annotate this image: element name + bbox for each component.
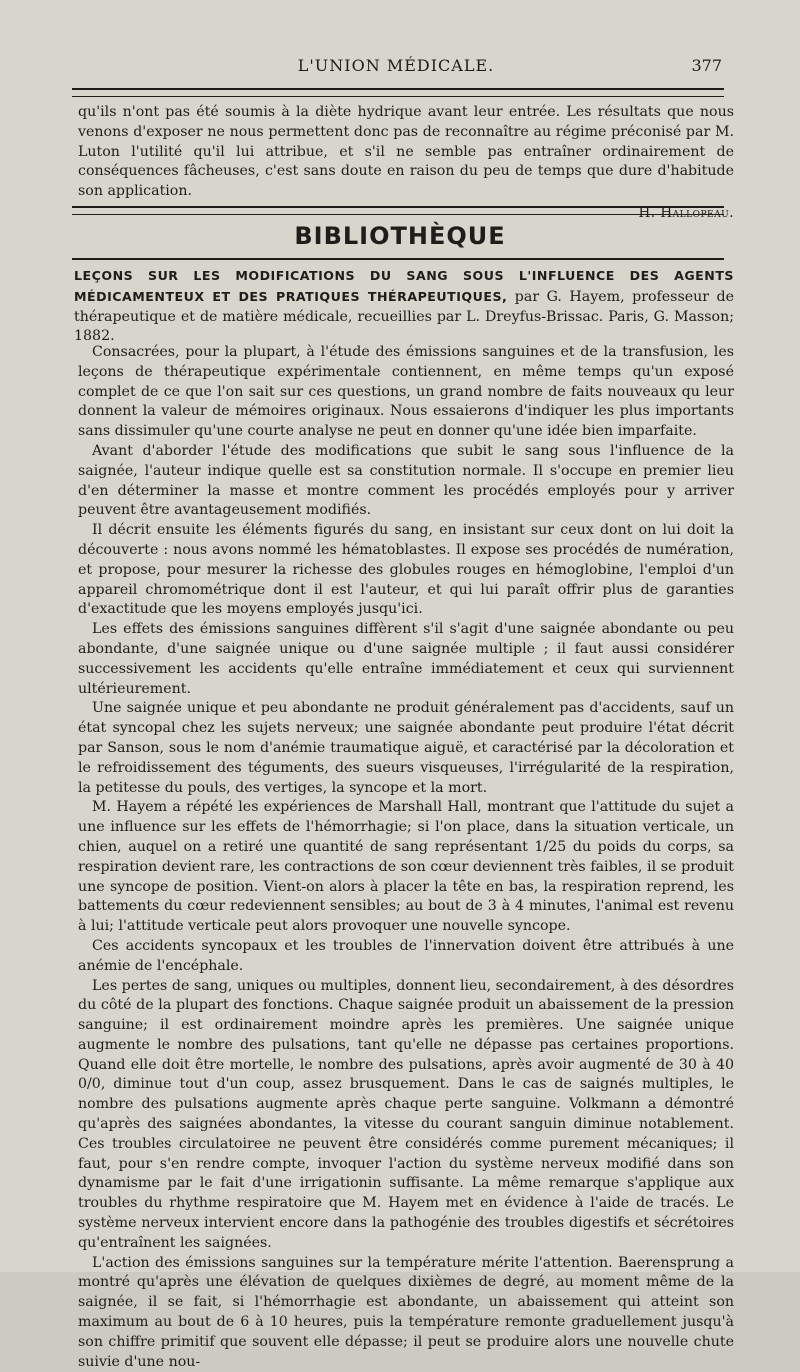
review-body bbox=[78, 343, 734, 1372]
paragraph: M. Hayem a répété les expériences de Marshall Hall, montrant que l'attitude du sujet a une influence sur les effets de l'hémorrhagie; si l'on place, dans la situation verticale, un chien, auquel on a retiré une quantité de sang représentant 1/25 du poids du corps, sa respiration devient rare, les contractions de son cœur deviennent très faibles, il se produit une syncope de position. Vient-on alors à placer la tête en bas, la respiration reprend, les battements du cœur redeviennent sensibles; au bout de 3 à 4 minutes, l'animal est revenu à lui; l'attitude verticale peut alors provoquer une nouvelle syncope. bbox=[78, 799, 734, 935]
running-header bbox=[70, 56, 722, 84]
section-title: BIBLIOTHÈQUE bbox=[294, 222, 506, 250]
book-title: LEÇONS SUR LES MODIFICATIONS DU SANG SOUS L'INFLUENCE DES AGENTS MÉDICAMENTEUX ET DES PRATIQUES THÉRAPEUTIQUES, bbox=[74, 268, 734, 304]
journal-title: L'UNION MÉDICALE. bbox=[297, 56, 495, 75]
paragraph: Une saignée unique et peu abondante ne produit généralement pas d'accidents, sauf un état syncopal chez les sujets nerveux; une saignée abondante peut produire l'état décrit par Sanson, sous le nom d'anémie traumatique aiguë, et caractérisé par la décoloration et le refroidissement des téguments, des sueurs visqueuses, l'irrégularité de la respiration, la petitesse du pouls, des vertiges, la syncope et la mort. bbox=[78, 700, 734, 796]
paragraph: Les effets des émissions sanguines diffèrent s'il s'agit d'une saignée abondante ou peu abondante, d'une saignée unique ou d'une saignée multiple ; il faut aussi considérer successivement les accidents qu'elle entraîne immédiatement et ceux qui surviennent ultérieurement. bbox=[78, 621, 734, 697]
paragraph: L'action des émissions sanguines sur la température mérite l'attention. Baerensprung a montré qu'après une élévation de quelques dixièmes de degré, au moment même de la saignée, il se fait, si l'hémorrhagie est abondante, un abaissement qui atteint son maximum au bout de 6 à 10 heures, puis la température remonte graduellement jusqu'à son chiffre primitif que souvent elle dépasse; il peut se produire alors une nouvelle chute suivie d'une nou- bbox=[78, 1254, 734, 1370]
paragraph: Avant d'aborder l'étude des modifications que subit le sang sous l'influence de la saignée, l'auteur indique quelle est sa constitution normale. Il s'occupe en premier lieu d'en déterminer la masse et montre comment les procédés employés pour y arriver peuvent être avantageusement modifiés. bbox=[78, 442, 734, 519]
paragraph: qu'ils n'ont pas été soumis à la diète hydrique avant leur entrée. Les résultats que nous venons d'exposer ne nous permettent donc pas de reconnaître au régime préconisé par M. Luton l'utilité qu'il lui attribue, et s'il ne semble pas entraîner ordinairement de conséquences fâcheuses, c'est sans doute en raison du peu de temps que dure d'habitude son application. bbox=[78, 104, 734, 200]
header-rule bbox=[72, 88, 724, 97]
paragraph: Les pertes de sang, uniques ou multiples, donnent lieu, secondairement, à des désordres du côté de la plupart des fonctions. Chaque saignée produit un abaissement de la pression sanguine; il est ordinairement moindre après les premières. Une saignée unique augmente le nombre des pulsations, tant qu'elle ne dépasse pas certaines proportions. Quand elle doit être mortelle, le nombre des pulsations, après avoir augmenté de 30 à 40 0/0, diminue tout d'un coup, assez brusquement. Dans le cas de saignés multiples, le nombre des pulsations augmente après chaque perte sanguine. Volkmann a démontré qu'après des saignées abondantes, la vitesse du courant sanguin diminue notablement. Ces troubles circulatoiree ne peuvent être considérés comme purement mécaniques; il faut, pour s'en rendre compte, invoquer l'action du système nerveux modifié dans son dynamisme par le fait d'une irrigationin suffisante. La même remarque s'applique aux troubles du rhythme respiratoire que M. Hayem met en évidence à l'aide de tracés. Le système nerveux intervient encore dans la pathogénie des troubles digestifs et sécrétoires qu'entraînent les saignées. bbox=[78, 977, 734, 1251]
section-rule-top bbox=[72, 206, 724, 215]
paragraph: Ces accidents syncopaux et les troubles de l'innervation doivent être attribués à une anémie de l'encéphale. bbox=[78, 937, 734, 974]
paragraph: Consacrées, pour la plupart, à l'étude des émissions sanguines et de la transfusion, les leçons de thérapeutique expérimentale contiennent, en même temps qu'un exposé complet de ce que l'on sait sur ces questions, un grand nombre de faits nouveaux qu leur donnent la valeur de mémoires originaux. Nous essaierons d'indiquer les plus importants sans dissimuler qu'une courte analyse ne peut en donner qu'une idée bien imparfaite. bbox=[78, 344, 734, 440]
paragraph: Il décrit ensuite les éléments figurés du sang, en insistant sur ceux dont on lui doit la découverte : nous avons nommé les hématoblastes. Il expose ses procédés de numération, et propose, pour mesurer la richesse des globules rouges en hémoglobine, l'emploi d'un appareil chromométrique dont il est l'auteur, et qui lui paraît offrir plus de garanties d'exactitude que les moyens employés jusqu'ici. bbox=[78, 522, 734, 618]
section-rule-bottom bbox=[72, 258, 724, 260]
book-details: par G. Hayem, professeur de thérapeutique et de matière médicale, recueillies par L. Dreyfus-Brissac. Paris, G. Masson; 1882. bbox=[74, 288, 735, 345]
author-signature: H. Hallopeau. bbox=[638, 204, 734, 221]
book-reference bbox=[74, 266, 734, 347]
page-number: 377 bbox=[691, 56, 722, 75]
